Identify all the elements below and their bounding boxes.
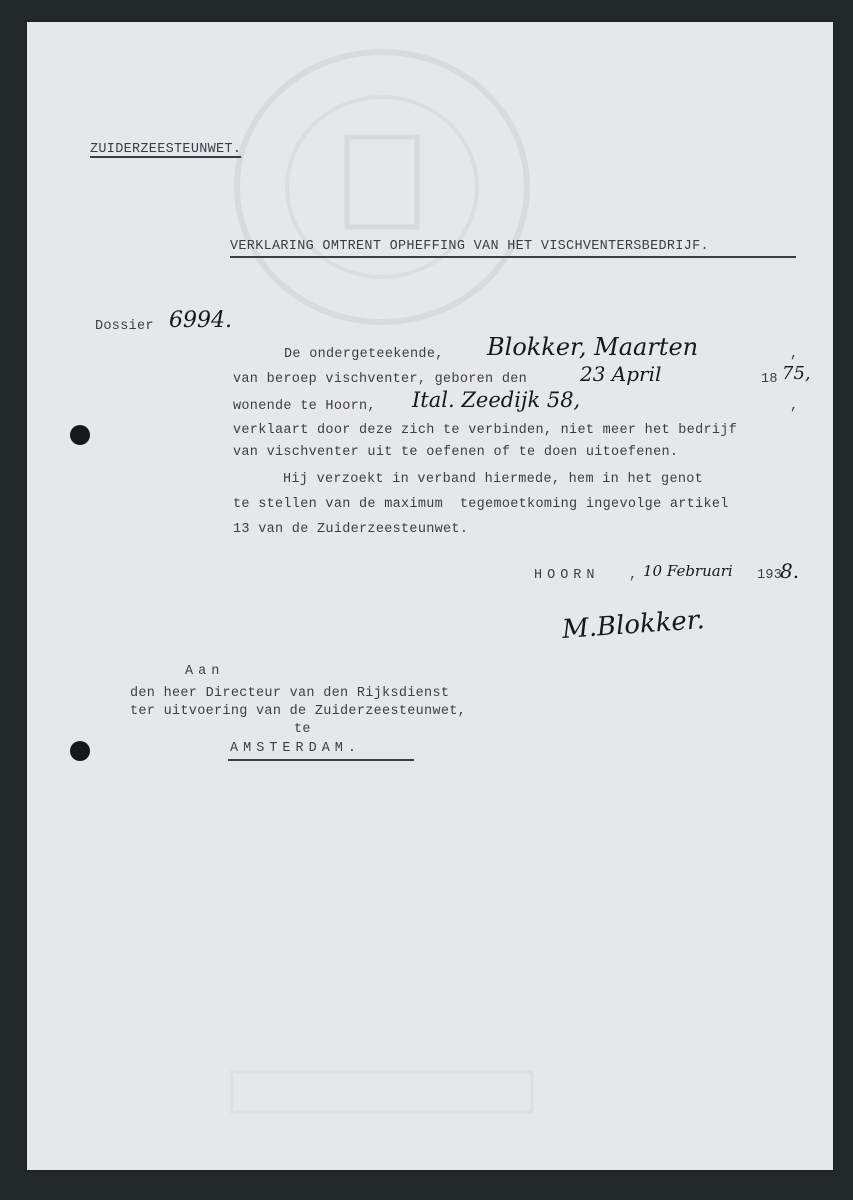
body-line-1-end: , [790,347,799,362]
birth-date: 23 April [580,362,662,386]
dossier-label: Dossier [95,319,154,334]
declaration-title-underline [230,256,796,258]
body-line-8: 13 van de Zuiderzeesteunwet. [233,522,469,537]
punch-hole-top [70,425,90,445]
dateline-separator: , [629,568,638,583]
birth-year-hand: 75, [782,363,811,384]
dateline-year-hand: 8. [780,559,800,583]
address-city-underline [228,759,414,761]
dossier-number: 6994. [169,308,232,333]
document-page [27,22,833,1170]
declarant-name: Blokker, Maarten [487,333,699,361]
address-city: AMSTERDAM. [230,741,362,756]
address-street: Ital. Zeedijk 58, [412,388,581,412]
dateline-place: HOORN [534,568,600,583]
body-line-7: te stellen van de maximum tegemoetkoming ingevolge artikel [233,497,729,512]
signature: M.Blokker. [561,605,706,645]
body-line-3-end: , [790,399,799,414]
address-line-1: den heer Directeur van den Rijksdienst [130,686,450,701]
punch-hole-bottom [70,741,90,761]
dateline-date: 10 Februari [643,562,733,580]
law-title: ZUIDERZEESTEUNWET. [90,142,242,157]
watermark-seal [227,42,537,332]
body-line-2: van beroep vischventer, geboren den [233,372,528,387]
dateline-year-typed: 193 [757,568,783,583]
address-te: te [294,722,311,737]
body-line-4: verklaart door deze zich te verbinden, niet meer het bedrijf [233,423,738,438]
birth-year-typed: 18 [761,372,778,387]
address-aan: Aan [185,664,225,679]
watermark-stamp [227,1062,547,1122]
address-line-2: ter uitvoering van de Zuiderzeesteunwet, [130,704,467,719]
body-line-3: wonende te Hoorn, [233,399,376,414]
body-line-1: De ondergeteekende, [284,347,444,362]
body-line-5: van vischventer uit te oefenen of te doen uitoefenen. [233,445,679,460]
body-line-6: Hij verzoekt in verband hiermede, hem in het genot [283,472,704,487]
declaration-title: VERKLARING OMTRENT OPHEFFING VAN HET VISCHVENTERSBEDRIJF. [230,239,709,254]
